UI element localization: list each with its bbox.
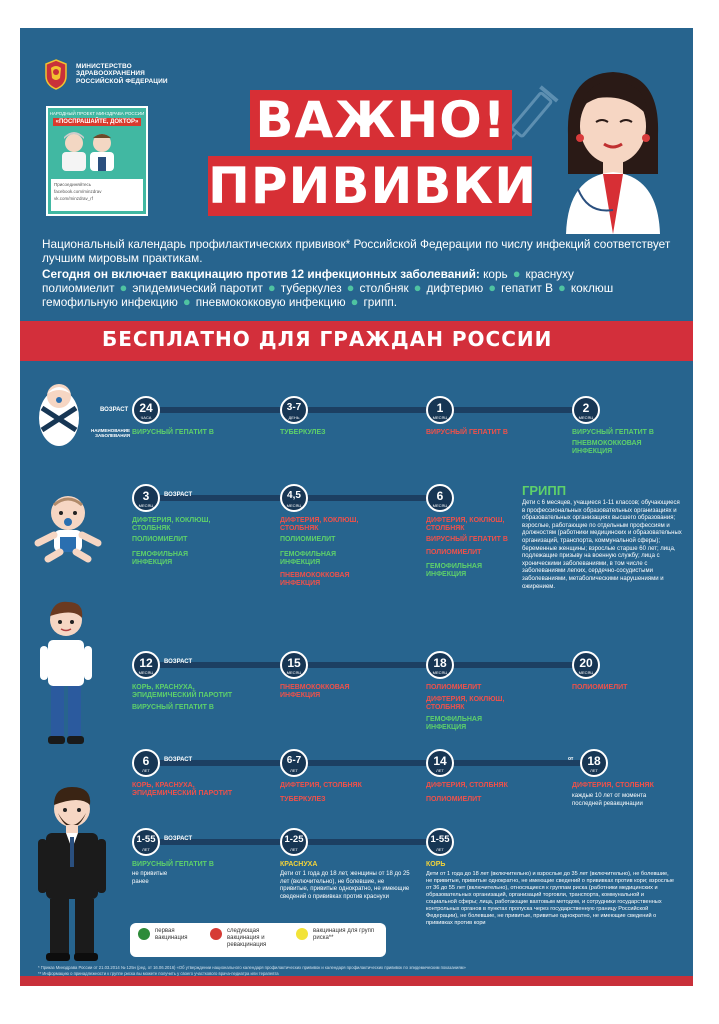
row2-vaccine: ПНЕВМОКОККОВАЯ ИНФЕКЦИЯ: [280, 572, 350, 587]
footnote-line: * Приказ Минздрава России от 21.03.2014 № 125н (ред. от 16.06.2016) «Об утверждении национального календаря профилактических прививок и календаря профилактических прививок по эпидемическим показаниям»: [38, 965, 466, 970]
facebook-link[interactable]: facebook.com/minzdrav: [54, 189, 102, 194]
row4-timeline: [146, 760, 592, 766]
row4-age-label: ВОЗРАСТ: [164, 757, 193, 763]
row2-age-3m: 3 МЕСЯЦ: [132, 484, 160, 512]
legend: [130, 923, 386, 957]
row4-vaccine: ТУБЕРКУЛЕЗ: [280, 796, 326, 803]
row2-vaccine: ГЕМОФИЛЬНАЯ ИНФЕКЦИЯ: [280, 551, 337, 566]
legend-dot-icon: [296, 928, 308, 940]
row2-age-4-5m: 4,5 МЕСЯЦ: [280, 484, 308, 512]
row1-vaccine: ТУБЕРКУЛЕЗ: [280, 429, 326, 436]
project-box: [46, 106, 148, 216]
project-links: [51, 179, 143, 211]
row2-vaccine: ДИФТЕРИЯ, КОКЛЮШ, СТОЛБНЯК: [426, 517, 505, 532]
legend-dot-icon: [210, 928, 222, 940]
legend-dot-icon: [138, 928, 150, 940]
adult-illustration: [36, 783, 108, 963]
row2-vaccine: ДИФТЕРИЯ, КОКЛЮШ, СТОЛБНЯК: [280, 517, 359, 532]
child-illustration: [38, 598, 94, 748]
row3-timeline: [146, 662, 592, 668]
bottom-band: [20, 976, 693, 986]
legend-item-next: следующая вакцинация и ревакцинация: [210, 928, 283, 949]
row3-age-20m: 20 МЕСЯЦ: [572, 651, 600, 679]
intro-paragraph: Национальный календарь профилактических прививок* Российской Федерации по числу инфекций соответствует лучшим мировым практикам.: [42, 237, 671, 265]
row3-vaccine: ВИРУСНЫЙ ГЕПАТИТ В: [132, 704, 214, 711]
row5-age-1-55y-measles: 1-55 ЛЕТ: [426, 828, 454, 856]
row1-timeline: [144, 407, 600, 413]
row3-vaccine: ПОЛИОМИЕЛИТ: [426, 684, 482, 691]
row5-age-1-25y: 1-25 ЛЕТ: [280, 828, 308, 856]
row4-age-6-7y: 6-7 ЛЕТ: [280, 749, 308, 777]
row5-age-1-55y: 1-55 ЛЕТ: [132, 828, 160, 856]
headline-important: ВАЖНО!: [250, 90, 512, 150]
free-band-title: БЕСПЛАТНО ДЛЯ ГРАЖДАН РОССИИ: [102, 327, 553, 351]
row4-note: каждые 10 лет от момента последней ревакцинации: [572, 793, 647, 807]
row2-vaccine: ДИФТЕРИЯ, КОКЛЮШ, СТОЛБНЯК: [132, 517, 211, 532]
row4-age-14y: 14 ЛЕТ: [426, 749, 454, 777]
doctors-illustration: [48, 129, 128, 171]
headline-vaccines: ПРИВИВКИ: [208, 157, 538, 215]
project-title: НАРОДНЫЙ ПРОЕКТ МИНЗДРАВА РОССИИ: [49, 111, 145, 116]
row3-vaccine: КОРЬ, КРАСНУХА, ЭПИДЕМИЧЕСКИЙ ПАРОТИТ: [132, 684, 233, 699]
doctor-woman-illustration: [558, 64, 668, 234]
row5-vaccine: КОРЬ: [426, 861, 446, 868]
row1-age-3-7d: 3-7 ДЕНЬ: [280, 396, 308, 424]
row3-age-label: ВОЗРАСТ: [164, 659, 193, 665]
row1-vaccine: ПНЕВМОКОККОВАЯ ИНФЕКЦИЯ: [572, 440, 642, 455]
row4-vaccine: ДИФТЕРИЯ, СТОЛБНЯК: [572, 782, 654, 789]
row2-age-label: ВОЗРАСТ: [164, 492, 193, 498]
row3-vaccine: ДИФТЕРИЯ, КОКЛЮШ, СТОЛБНЯК: [426, 696, 505, 711]
row2-vaccine: ГЕМОФИЛЬНАЯ ИНФЕКЦИЯ: [132, 551, 189, 566]
row4-vaccine: ДИФТЕРИЯ, СТОЛБНЯК: [280, 782, 362, 789]
row5-note: Дети от 1 года до 18 лет (включительно) и взрослые до 35 лет (включительно), не болевшие, не привитые, привитые однократно, не имеющие сведений о прививках против кори; взрослые от 36 до 55 лет (включительно), относящиеся к группам риска (работники медицинских и образовательных организаций, организаций торговли, транспорта, коммунальной и социальной сферы; лица, работающие вахтовым методом, и сотрудники государственных контрольных органов в пунктах пропуска через государственную границу Российской Федерации), не болевшие, не привитые, привитые однократно, не имеющие сведений о прививках против кори: [426, 871, 675, 926]
intro-text: [42, 237, 672, 311]
row2-vaccine: ПОЛИОМИЕЛИТ: [280, 536, 336, 543]
poster: [20, 28, 693, 986]
row4-vaccine: КОРЬ, КРАСНУХА, ЭПИДЕМИЧЕСКИЙ ПАРОТИТ: [132, 782, 233, 797]
row3-vaccine: ПНЕВМОКОККОВАЯ ИНФЕКЦИЯ: [280, 684, 350, 699]
row3-age-15m: 15 МЕСЯЦ: [280, 651, 308, 679]
row2-vaccine: ГЕМОФИЛЬНАЯ ИНФЕКЦИЯ: [426, 563, 483, 578]
row5-age-label: ВОЗРАСТ: [164, 836, 193, 842]
row2-vaccine: ПОЛИОМИЕЛИТ: [132, 536, 188, 543]
row4-vaccine: ДИФТЕРИЯ, СТОЛБНЯК: [426, 782, 508, 789]
ministry-header: [42, 58, 168, 90]
project-name: «ПОСПРАШАЙТЕ, ДОКТОР»: [53, 118, 141, 126]
emblem-icon: [42, 58, 70, 90]
row3-age-18m: 18 МЕСЯЦ: [426, 651, 454, 679]
row5-note: не привитые ранее: [132, 871, 168, 885]
row1-age-1m: 1 МЕСЯЦ: [426, 396, 454, 424]
row2-age-6m: 6 МЕСЯЦ: [426, 484, 454, 512]
row3-vaccine: ПОЛИОМИЕЛИТ: [572, 684, 628, 691]
legend-item-risk: вакцинация для групп риска**: [296, 928, 379, 942]
row3-vaccine: ГЕМОФИЛЬНАЯ ИНФЕКЦИЯ: [426, 716, 483, 731]
row1-age-label: ВОЗРАСТ: [100, 407, 129, 413]
join-text: Присоединяйтесь: [54, 182, 92, 187]
row1-vaccine: ВИРУСНЫЙ ГЕПАТИТ В: [132, 429, 214, 436]
row2-vaccine: ВИРУСНЫЙ ГЕПАТИТ В: [426, 536, 508, 543]
row4-from-label: от: [568, 756, 574, 762]
diseases-paragraph: Сегодня он включает вакцинацию против 12 инфекционных заболеваний: корь ● краснуху полиомиелит ● эпидемический паротит ● туберкулез ● столбняк ● дифтерию ● гепатит В ● коклюш гемофильную инфекцию ● пневмококковую инфекцию ● грипп.: [42, 266, 614, 309]
vk-link[interactable]: vk.com/minzdrav_rf: [54, 196, 94, 201]
row1-vaccine: ВИРУСНЫЙ ГЕПАТИТ В: [426, 429, 508, 436]
ministry-name: МИНИСТЕРСТВО ЗДРАВООХРАНЕНИЯ РОССИЙСКОЙ ФЕДЕРАЦИИ: [76, 62, 168, 85]
row5-vaccine: КРАСНУХА: [280, 861, 318, 868]
row2-vaccine: ПОЛИОМИЕЛИТ: [426, 549, 482, 556]
row4-age-18y: 18 ЛЕТ: [580, 749, 608, 777]
legend-item-first: первая вакцинация: [138, 928, 201, 942]
row4-age-6y: 6 ЛЕТ: [132, 749, 160, 777]
row1-age-2m: 2 МЕСЯЦ: [572, 396, 600, 424]
infant-illustration: [32, 493, 104, 563]
row3-age-12m: 12 МЕСЯЦ: [132, 651, 160, 679]
newborn-illustration: [34, 378, 84, 448]
row1-vaccine: ВИРУСНЫЙ ГЕПАТИТ В: [572, 429, 654, 436]
flu-title: ГРИПП: [522, 483, 567, 498]
free-band: [20, 321, 693, 361]
footnote-line: ** Информацию о принадлежности к группе риска вы можете получить у своего участкового врача-педиатра или терапевта: [38, 971, 279, 976]
row5-note: Дети от 1 года до 18 лет, женщины от 18 до 25 лет (включительно), не болевшие, не привитые, привитые однократно, не имеющие сведений о прививках против краснухи: [280, 871, 410, 900]
row1-disease-label: НАИМЕНОВАНИЕ ЗАБОЛЕВАНИЯ: [91, 428, 130, 438]
row5-vaccine: ВИРУСНЫЙ ГЕПАТИТ В: [132, 861, 214, 868]
flu-description: Дети с 6 месяцев, учащиеся 1-11 классов; обучающиеся в профессиональных образовательных организациях и образовательных организациях высшего образования; взрослые, работающие по отдельным профессиям и должностям (работники медицинских и образовательных организаций, транспорта, коммунальной сферы); беременные женщины; взрослые старше 60 лет; лица, подлежащие призыву на военную службу; лица с хроническими заболеваниями, в том числе с заболеваниями легких, сердечно-сосудистыми заболеваниями, метаболическими нарушениями и ожирением.: [522, 500, 682, 590]
row4-vaccine: ПОЛИОМИЕЛИТ: [426, 796, 482, 803]
row1-age-24h: 24 ЧАСА: [132, 396, 160, 424]
